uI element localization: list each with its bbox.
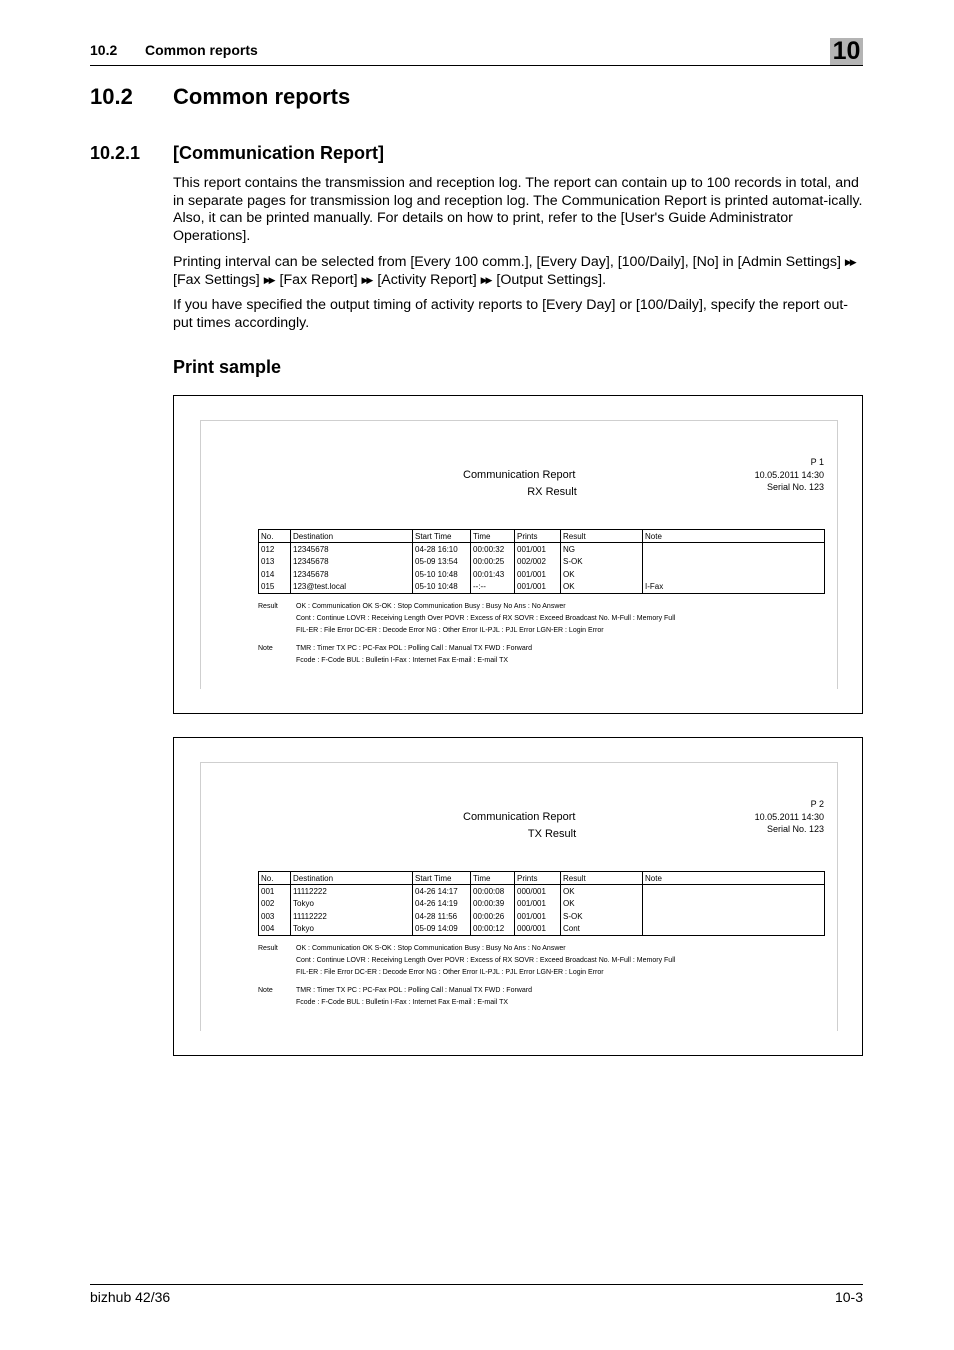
table-cell: 003 (259, 910, 291, 923)
table-cell: 12345678 (291, 543, 413, 556)
table-cell: S-OK (561, 910, 643, 923)
table-cell: 00:00:12 (471, 923, 515, 936)
table-cell: 013 (259, 556, 291, 569)
report-table (258, 529, 825, 594)
report-datetime: 10.05.2011 14:30 (754, 469, 824, 480)
sample-frame-rx (173, 395, 863, 714)
table-row (259, 923, 825, 936)
table-cell: OK (561, 885, 643, 898)
table-cell: 004 (259, 923, 291, 936)
arrow-icon: ▶▶ (480, 274, 491, 285)
interval-text-d: [Activity Report] (377, 271, 477, 288)
column-header: Prints (515, 530, 561, 543)
table-row (259, 556, 825, 569)
table-cell: 012 (259, 543, 291, 556)
table-cell: 00:00:08 (471, 885, 515, 898)
table-cell (643, 898, 825, 911)
report-meta (701, 456, 824, 494)
paragraph-intro: This report contains the transmission and reception log. The report can contain up to 100 records in total, and in separate pages for transmission log and reception log. The Communication Report is printed automat-ically. Also, it can be printed manually. For details on how to print, refer to the [User's Guide Administrator Operations]. (173, 175, 863, 244)
table-cell: 11112222 (291, 885, 413, 898)
table-cell: Cont (561, 923, 643, 936)
table-cell: 05-10 10:48 (413, 581, 471, 594)
table-cell: 002 (259, 898, 291, 911)
table-cell: 001/001 (515, 581, 561, 594)
report-page: P 2 (810, 799, 824, 809)
paragraph-interval (173, 254, 863, 289)
arrow-icon: ▶▶ (361, 274, 372, 285)
report-subtitle: TX Result (527, 828, 577, 840)
table-cell (643, 910, 825, 923)
result-legend-line: Cont : Continue LOVR : Receiving Length Over POVR : Excess of RX SOVR : Exceed Broadcast No. M-Full : Memory Full (296, 615, 676, 622)
column-header: No. (259, 872, 291, 885)
table-cell (643, 543, 825, 556)
table-cell: 12345678 (291, 556, 413, 569)
report-title: Communication Report (463, 469, 576, 481)
column-header: Result (561, 530, 643, 543)
result-label: Result (258, 945, 278, 952)
note-legend-line: TMR : Timer TX PC : PC-Fax POL : Polling Call : Manual TX FWD : Forward (296, 645, 532, 652)
table-cell: 123@test.local (291, 581, 413, 594)
column-header: Destination (291, 872, 413, 885)
table-cell: I-Fax (643, 581, 825, 594)
table-cell: S-OK (561, 556, 643, 569)
report-paper (200, 420, 838, 689)
chapter-number: 10 (832, 37, 861, 65)
report-datetime: 10.05.2011 14:30 (754, 811, 824, 822)
table-cell: 001/001 (515, 543, 561, 556)
note-legend-line: Fcode : F-Code BUL : Bulletin I-Fax : Internet Fax E-mail : E-mail TX (296, 999, 509, 1006)
report-title: Communication Report (463, 811, 576, 823)
table-cell: 12345678 (291, 568, 413, 581)
section-title: Common reports (173, 84, 351, 109)
subsection-number: 10.2.1 (90, 143, 141, 163)
table-cell: 04-28 16:10 (413, 543, 471, 556)
table-cell (643, 923, 825, 936)
arrow-icon: ▶▶ (844, 257, 855, 267)
table-row (259, 898, 825, 911)
running-header-title: Common reports (145, 42, 258, 58)
column-header: Note (643, 872, 825, 885)
table-cell: 000/001 (515, 885, 561, 898)
sample-frame-tx (173, 737, 863, 1056)
print-sample-heading: Print sample (173, 357, 282, 377)
table-cell: Tokyo (291, 923, 413, 936)
table-cell (643, 556, 825, 569)
interval-text-c: [Fax Report] (279, 271, 358, 288)
result-legend-line: OK : Communication OK S-OK : Stop Communication Busy : Busy No Ans : No Answer (296, 603, 566, 610)
column-header: Result (561, 872, 643, 885)
table-cell: 001/001 (515, 910, 561, 923)
table-header-row (259, 872, 825, 885)
table-cell: 00:01:43 (471, 568, 515, 581)
table-cell: 001/001 (515, 898, 561, 911)
result-legend-line: Cont : Continue LOVR : Receiving Length Over POVR : Excess of RX SOVR : Exceed Broadcast No. M-Full : Memory Full (296, 957, 676, 964)
running-header-number: 10.2 (90, 42, 118, 58)
interval-text-b: [Fax Settings] (173, 271, 260, 288)
note-label: Note (258, 645, 273, 652)
table-cell (643, 885, 825, 898)
table-cell: 002/002 (515, 556, 561, 569)
arrow-icon: ▶▶ (263, 274, 274, 285)
header-rule (90, 65, 863, 66)
subsection-title: [Communication Report] (173, 143, 384, 163)
report-serial: Serial No. 123 (766, 482, 824, 492)
interval-text-a: Printing interval can be selected from [Every 100 comm.], [Every Day], [100/Daily], [No] in [Admin Settings] (173, 254, 841, 270)
interval-text-e: [Output Settings]. (496, 271, 607, 288)
footer-product: bizhub 42/36 (90, 1289, 171, 1305)
table-row (259, 543, 825, 556)
column-header: Note (643, 530, 825, 543)
report-serial: Serial No. 123 (766, 824, 824, 834)
table-cell: 05-09 14:09 (413, 923, 471, 936)
paragraph-output-timing: If you have specified the output timing of activity reports to [Every Day] or [100/Daily], specify the report out-put times accordingly. (173, 297, 849, 331)
table-cell: 05-10 10:48 (413, 568, 471, 581)
table-cell: OK (561, 581, 643, 594)
result-label: Result (258, 603, 278, 610)
note-legend-line: TMR : Timer TX PC : PC-Fax POL : Polling Call : Manual TX FWD : Forward (296, 987, 532, 994)
subsection-heading (90, 143, 384, 164)
report-subtitle: RX Result (527, 486, 577, 498)
table-cell: 04-26 14:17 (413, 885, 471, 898)
result-legend-line: FIL-ER : File Error DC-ER : Decode Error NG : Other Error IL-PJL : PJL Error LGN-ER : Login Error (296, 969, 604, 976)
table-cell: 04-28 11:56 (413, 910, 471, 923)
table-cell: 05-09 13:54 (413, 556, 471, 569)
table-cell: Tokyo (291, 898, 413, 911)
table-row (259, 910, 825, 923)
table-cell: OK (561, 568, 643, 581)
table-row (259, 885, 825, 898)
result-legend-line: FIL-ER : File Error DC-ER : Decode Error NG : Other Error IL-PJL : PJL Error LGN-ER : Login Error (296, 627, 604, 634)
table-cell: 001/001 (515, 568, 561, 581)
table-cell: 001 (259, 885, 291, 898)
table-header-row (259, 530, 825, 543)
table-cell: 015 (259, 581, 291, 594)
table-cell: 11112222 (291, 910, 413, 923)
column-header: No. (259, 530, 291, 543)
table-cell: 04-26 14:19 (413, 898, 471, 911)
note-legend-line: Fcode : F-Code BUL : Bulletin I-Fax : Internet Fax E-mail : E-mail TX (296, 657, 509, 664)
report-page: P 1 (810, 457, 824, 467)
report-paper (200, 762, 838, 1031)
footer-rule (90, 1284, 863, 1285)
table-cell: 00:00:25 (471, 556, 515, 569)
table-cell: 000/001 (515, 923, 561, 936)
column-header: Start Time (413, 872, 471, 885)
table-cell: OK (561, 898, 643, 911)
running-header (90, 42, 258, 58)
table-cell: 00:00:39 (471, 898, 515, 911)
footer-page-number: 10-3 (834, 1289, 863, 1305)
table-row (259, 581, 825, 594)
table-cell: 014 (259, 568, 291, 581)
column-header: Time (471, 872, 515, 885)
table-cell (643, 568, 825, 581)
report-meta (701, 798, 824, 836)
table-cell: 00:00:26 (471, 910, 515, 923)
result-legend-line: OK : Communication OK S-OK : Stop Communication Busy : Busy No Ans : No Answer (296, 945, 566, 952)
section-number: 10.2 (90, 84, 133, 109)
note-label: Note (258, 987, 273, 994)
table-cell: NG (561, 543, 643, 556)
column-header: Destination (291, 530, 413, 543)
column-header: Prints (515, 872, 561, 885)
report-table (258, 871, 825, 936)
section-heading (90, 84, 350, 110)
table-row (259, 568, 825, 581)
column-header: Time (471, 530, 515, 543)
table-cell: --:-- (471, 581, 515, 594)
table-cell: 00:00:32 (471, 543, 515, 556)
column-header: Start Time (413, 530, 471, 543)
